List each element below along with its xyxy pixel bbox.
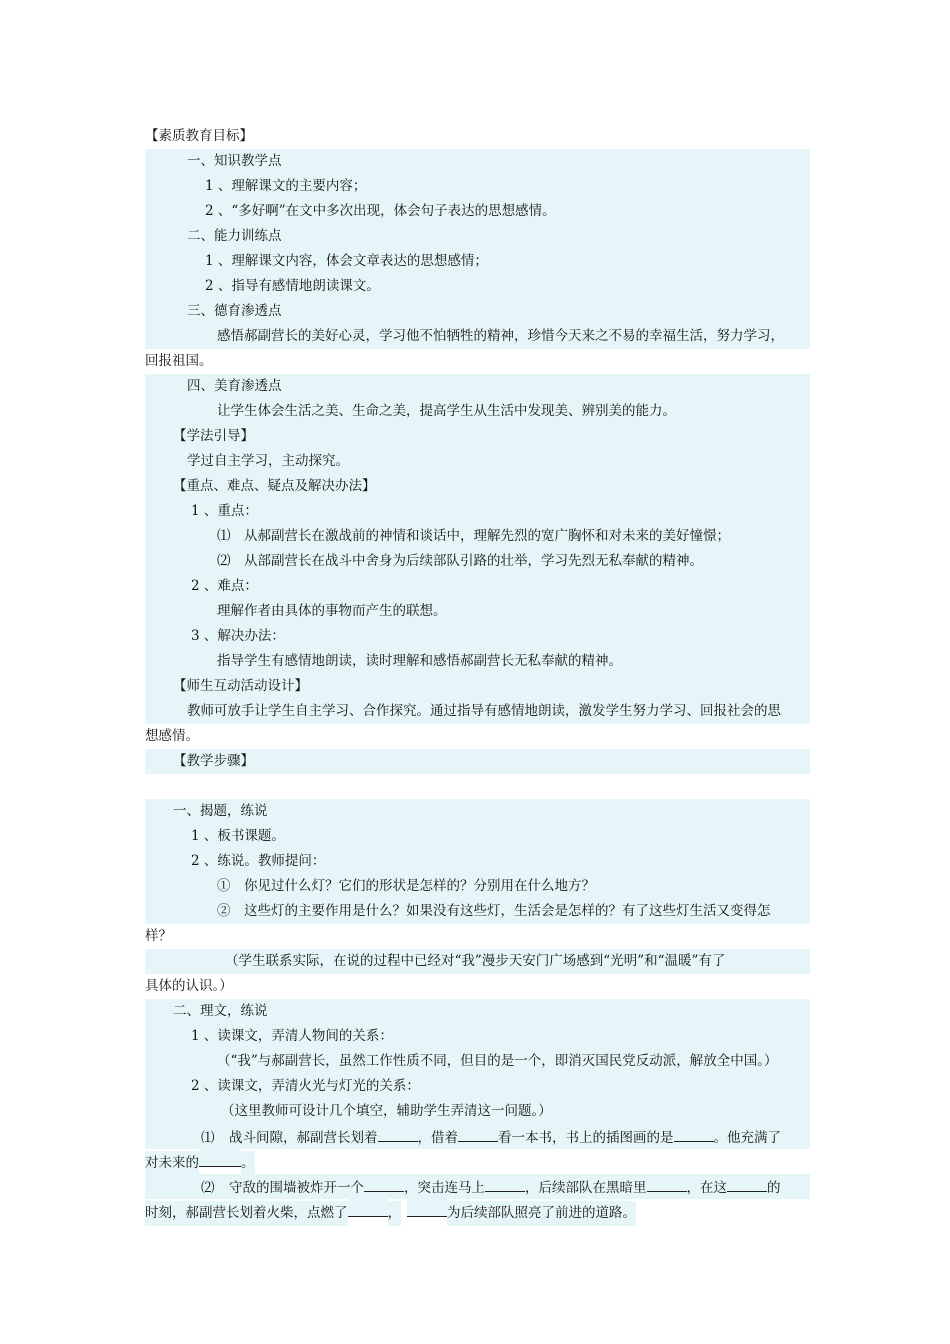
section-heading-interaction: 【师生互动活动设计】 <box>145 674 810 699</box>
subheading-ability: 二、能力训练点 <box>145 224 810 249</box>
list-item: ② 这些灯的主要作用是什么？如果没有这些灯，生活会是怎样的？有了这些灯生活又变得怎 <box>145 899 810 924</box>
list-item: 1 、读课文，弄清人物间的关系： <box>145 1024 810 1049</box>
answer-blank <box>348 1199 388 1217</box>
fill-blank-question-2-continued: 时刻，郝副营长划着火柴，点燃了 ， 为后续部队照亮了前进的道路。 <box>145 1199 810 1224</box>
answer-blank <box>647 1174 687 1192</box>
paragraph-line: （“我”与郝副营长，虽然工作性质不同，但目的是一个，即消灭国民党反动派，解放全中国。） <box>145 1049 810 1074</box>
fill-blank-question-2: ⑵ 守敌的围墙被炸开一个 ，突击连马上 ，后续部队在黑暗里 ，在这 的 <box>145 1174 810 1199</box>
paragraph-line: 学过自主学习，主动探究。 <box>145 449 810 474</box>
subheading-step-two: 二、理文，练说 <box>145 999 810 1024</box>
list-item: 2 、指导有感情地朗读课文。 <box>145 274 810 299</box>
paragraph-line: 教师可放手让学生自主学习、合作探究。通过指导有感情地朗读，激发学生努力学习、回报社会的思 <box>145 699 810 724</box>
list-item: 2 、难点： <box>145 574 810 599</box>
answer-blank <box>674 1124 714 1142</box>
list-item: 1 、理解课文的主要内容； <box>145 174 810 199</box>
section-heading-quality-goals: 【素质教育目标】 <box>145 128 253 144</box>
paragraph-line: 想感情。 <box>145 728 199 744</box>
subheading-moral: 三、德育渗透点 <box>145 299 810 324</box>
answer-blank <box>458 1124 498 1142</box>
list-item: 3 、解决办法： <box>145 624 810 649</box>
paragraph-line: 回报祖国。 <box>145 353 213 369</box>
list-item: 2 、“多好啊”在文中多次出现，体会句子表达的思想感情。 <box>145 199 810 224</box>
answer-blank <box>407 1199 447 1217</box>
list-item: ① 你见过什么灯？它们的形状是怎样的？分别用在什么地方？ <box>145 874 810 899</box>
answer-blank <box>199 1149 241 1167</box>
subheading-step-one: 一、揭题，练说 <box>145 799 810 824</box>
list-item: 1 、板书课题。 <box>145 824 810 849</box>
answer-blank <box>485 1174 525 1192</box>
list-item: 1 、理解课文内容，体会文章表达的思想感情； <box>145 249 810 274</box>
section-heading-teaching-steps: 【教学步骤】 <box>145 749 810 774</box>
paragraph-line: 样？ <box>145 928 172 944</box>
paragraph-line: 具体的认识。） <box>145 978 233 994</box>
paragraph-line: （学生联系实际，在说的过程中已经对“我”漫步天安门广场感到“光明”和“温暖”有了 <box>145 949 810 974</box>
list-item: ⑵ 从部副营长在战斗中舍身为后续部队引路的壮举，学习先烈无私奉献的精神。 <box>145 549 810 574</box>
subheading-knowledge: 一、知识教学点 <box>145 149 810 174</box>
fill-blank-question-1: ⑴ 战斗间隙，郝副营长划着 ，借着 看一本书，书上的插图画的是 。他充满了 <box>145 1124 810 1149</box>
paragraph-line: （这里教师可设计几个填空，辅助学生弄清这一问题。） <box>145 1099 810 1124</box>
answer-blank <box>727 1174 767 1192</box>
paragraph-line: 让学生体会生活之美、生命之美，提高学生从生活中发现美、辨别美的能力。 <box>145 399 810 424</box>
fill-blank-question-1-continued: 对未来的 。 <box>145 1149 810 1174</box>
list-item: 2 、练说。教师提问： <box>145 849 810 874</box>
subheading-aesthetic: 四、美育渗透点 <box>145 374 810 399</box>
answer-blank <box>364 1174 404 1192</box>
section-heading-study-guide: 【学法引导】 <box>145 424 810 449</box>
answer-blank <box>378 1124 418 1142</box>
list-item: ⑴ 从郝副营长在激战前的神情和谈话中，理解先烈的宽广胸怀和对未来的美好憧憬； <box>145 524 810 549</box>
list-item: 2 、读课文，弄清火光与灯光的关系： <box>145 1074 810 1099</box>
section-heading-key-points: 【重点、难点、疑点及解决办法】 <box>145 474 810 499</box>
paragraph-line: 感悟郝副营长的美好心灵，学习他不怕牺牲的精神，珍惜今天来之不易的幸福生活，努力学习， <box>145 324 810 349</box>
list-item: 1 、重点： <box>145 499 810 524</box>
paragraph-line: 指导学生有感情地朗读，读时理解和感悟郝副营长无私奉献的精神。 <box>145 649 810 674</box>
paragraph-line: 理解作者由具体的事物而产生的联想。 <box>145 599 810 624</box>
